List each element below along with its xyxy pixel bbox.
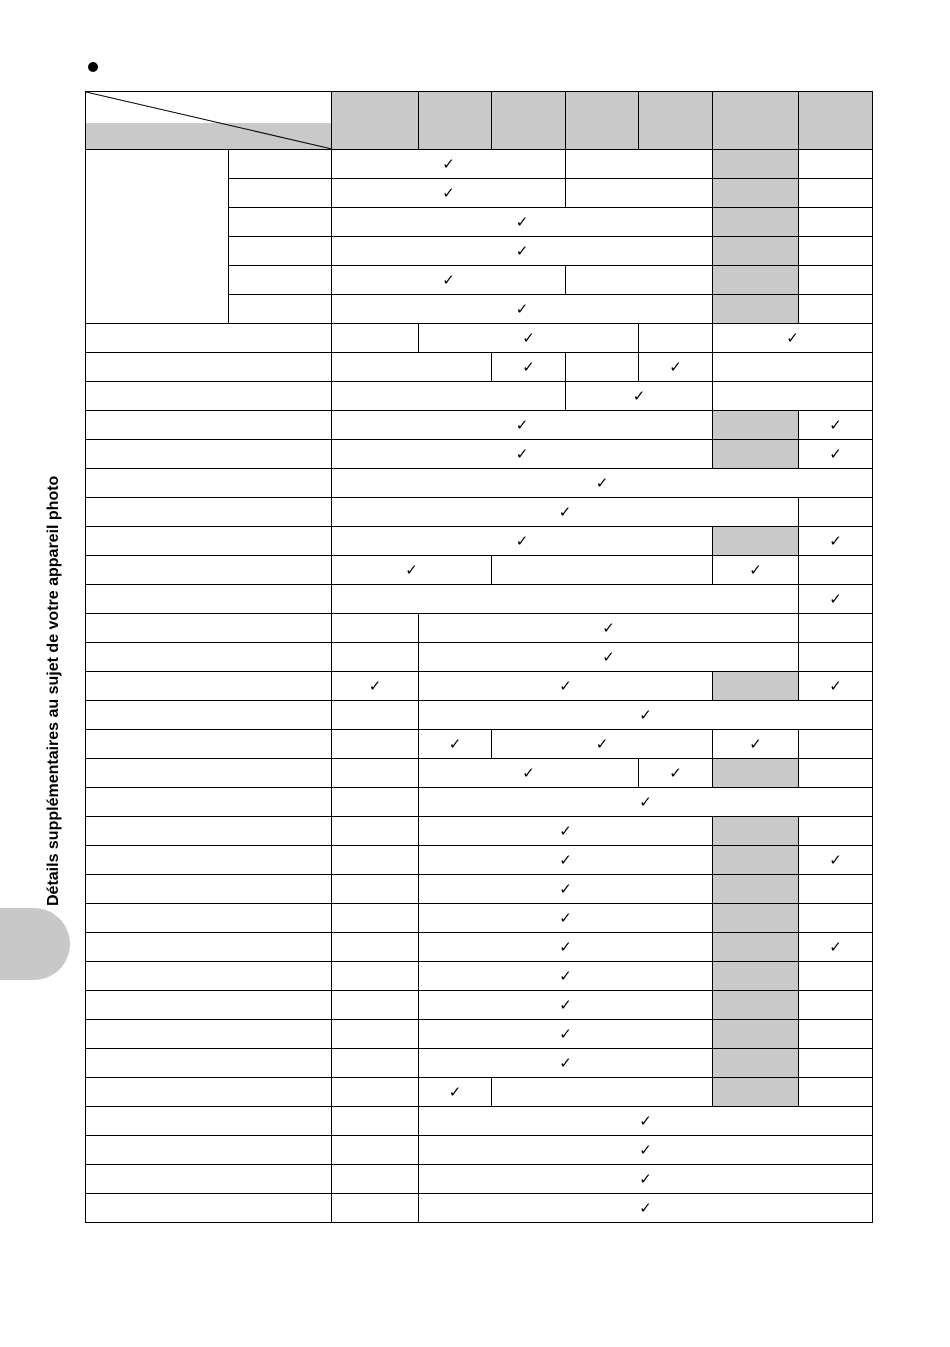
checkmark-icon: ✓ [419, 1136, 873, 1165]
checkmark-icon: ✓ [419, 904, 713, 933]
empty-cell [332, 382, 566, 411]
sub-label-cell [229, 208, 332, 237]
checkmark-icon: ✓ [332, 469, 873, 498]
empty-cell [332, 1107, 419, 1136]
shaded-cell [713, 904, 799, 933]
checkmark-icon: ✓ [332, 556, 492, 585]
shaded-cell [713, 933, 799, 962]
table-row [86, 904, 873, 933]
table-row [86, 498, 873, 527]
empty-cell [332, 730, 419, 759]
row-label-cell [86, 788, 332, 817]
row-label-cell [86, 1020, 332, 1049]
checkmark-icon: ✓ [419, 875, 713, 904]
empty-cell [332, 1049, 419, 1078]
shaded-cell [713, 1020, 799, 1049]
empty-cell [566, 266, 713, 295]
row-label-cell [86, 1165, 332, 1194]
shaded-cell [713, 179, 799, 208]
table-row [86, 150, 873, 179]
empty-cell [492, 556, 713, 585]
table-row [86, 846, 873, 875]
sub-label-cell [229, 295, 332, 324]
empty-cell [799, 208, 873, 237]
empty-cell [799, 991, 873, 1020]
checkmark-icon: ✓ [799, 933, 873, 962]
shaded-cell [713, 759, 799, 788]
checkmark-icon: ✓ [419, 1165, 873, 1194]
empty-cell [799, 730, 873, 759]
checkmark-icon: ✓ [713, 730, 799, 759]
header-diagonal-line [86, 92, 332, 149]
table-row [86, 759, 873, 788]
row-label-cell [86, 1049, 332, 1078]
row-label-cell [86, 382, 332, 411]
header-column-cell [332, 92, 419, 150]
empty-cell [332, 788, 419, 817]
table-row [86, 382, 873, 411]
row-label-cell [86, 469, 332, 498]
shaded-cell [713, 295, 799, 324]
empty-cell [566, 353, 639, 382]
table-row [86, 1020, 873, 1049]
header-column-cell [419, 92, 492, 150]
bullet-dot-icon [88, 62, 98, 72]
table-row [86, 411, 873, 440]
empty-cell [332, 643, 419, 672]
checkmark-icon: ✓ [419, 933, 713, 962]
row-label-cell [86, 701, 332, 730]
empty-cell [332, 324, 419, 353]
empty-cell [799, 1020, 873, 1049]
shaded-cell [713, 962, 799, 991]
row-label-cell [86, 1078, 332, 1107]
checkmark-icon: ✓ [639, 353, 713, 382]
empty-cell [799, 904, 873, 933]
row-label-cell [86, 643, 332, 672]
checkmark-icon: ✓ [799, 672, 873, 701]
table-header-row [86, 92, 873, 150]
row-label-cell [86, 933, 332, 962]
checkmark-icon: ✓ [492, 353, 566, 382]
empty-cell [799, 179, 873, 208]
checkmark-icon: ✓ [713, 556, 799, 585]
shaded-cell [713, 991, 799, 1020]
checkmark-icon: ✓ [713, 324, 873, 353]
empty-cell [799, 295, 873, 324]
row-label-cell [86, 440, 332, 469]
checkmark-icon: ✓ [419, 1194, 873, 1223]
empty-cell [332, 991, 419, 1020]
header-column-cell [639, 92, 713, 150]
empty-cell [332, 875, 419, 904]
checkmark-icon: ✓ [419, 991, 713, 1020]
checkmark-icon: ✓ [492, 730, 713, 759]
row-label-cell [86, 875, 332, 904]
empty-cell [713, 353, 873, 382]
checkmark-icon: ✓ [332, 208, 713, 237]
sub-label-cell [229, 179, 332, 208]
header-column-cell [492, 92, 566, 150]
row-label-cell [86, 904, 332, 933]
empty-cell [492, 1078, 713, 1107]
row-label-cell [86, 817, 332, 846]
row-label-cell [86, 614, 332, 643]
checkmark-icon: ✓ [419, 1049, 713, 1078]
empty-cell [332, 817, 419, 846]
row-label-cell [86, 556, 332, 585]
empty-cell [799, 266, 873, 295]
sub-label-cell [229, 150, 332, 179]
empty-cell [639, 324, 713, 353]
table-row [86, 324, 873, 353]
row-label-cell [86, 1136, 332, 1165]
checkmark-icon: ✓ [419, 1107, 873, 1136]
empty-cell [332, 1194, 419, 1223]
settings-compatibility-table [85, 91, 873, 1223]
table-row [86, 353, 873, 382]
checkmark-icon: ✓ [419, 614, 799, 643]
checkmark-icon: ✓ [799, 440, 873, 469]
shaded-cell [713, 237, 799, 266]
row-label-cell [86, 527, 332, 556]
empty-cell [332, 1078, 419, 1107]
empty-cell [332, 1020, 419, 1049]
row-label-cell [86, 846, 332, 875]
empty-cell [332, 614, 419, 643]
checkmark-icon: ✓ [419, 730, 492, 759]
table-row [86, 788, 873, 817]
empty-cell [332, 353, 492, 382]
shaded-cell [713, 527, 799, 556]
header-column-cell [713, 92, 799, 150]
section-tab-marker [0, 908, 70, 980]
empty-cell [713, 382, 873, 411]
shaded-cell [713, 266, 799, 295]
empty-cell [566, 150, 713, 179]
shaded-cell [713, 208, 799, 237]
checkmark-icon: ✓ [419, 701, 873, 730]
table-row [86, 701, 873, 730]
empty-cell [799, 759, 873, 788]
table-row [86, 469, 873, 498]
sub-label-cell [229, 266, 332, 295]
table-row [86, 875, 873, 904]
shaded-cell [713, 150, 799, 179]
row-label-cell [86, 324, 332, 353]
table-row [86, 585, 873, 614]
shaded-cell [713, 672, 799, 701]
row-label-cell [86, 1194, 332, 1223]
checkmark-icon: ✓ [419, 1078, 492, 1107]
checkmark-icon: ✓ [419, 962, 713, 991]
row-label-cell [86, 672, 332, 701]
header-corner-cell [86, 92, 332, 150]
checkmark-icon: ✓ [419, 1020, 713, 1049]
empty-cell [332, 1136, 419, 1165]
empty-cell [332, 962, 419, 991]
empty-cell [332, 933, 419, 962]
empty-cell [332, 701, 419, 730]
empty-cell [799, 614, 873, 643]
empty-cell [799, 237, 873, 266]
row-label-cell [86, 498, 332, 527]
row-label-cell [86, 353, 332, 382]
group-label-cell [86, 150, 229, 324]
shaded-cell [713, 817, 799, 846]
empty-cell [799, 556, 873, 585]
empty-cell [332, 1165, 419, 1194]
empty-cell [566, 179, 713, 208]
header-column-cell [799, 92, 873, 150]
shaded-cell [713, 1049, 799, 1078]
section-title: Détails supplémentaires au sujet de votre appareil photo [45, 475, 62, 906]
row-label-cell [86, 1107, 332, 1136]
shaded-cell [713, 875, 799, 904]
table-row [86, 933, 873, 962]
empty-cell [799, 817, 873, 846]
table-row [86, 1194, 873, 1223]
table-row [86, 672, 873, 701]
checkmark-icon: ✓ [332, 498, 799, 527]
checkmark-icon: ✓ [419, 643, 799, 672]
row-label-cell [86, 991, 332, 1020]
checkmark-icon: ✓ [332, 179, 566, 208]
table-row [86, 991, 873, 1020]
row-label-cell [86, 411, 332, 440]
shaded-cell [713, 411, 799, 440]
table-row [86, 962, 873, 991]
table-row [86, 1136, 873, 1165]
table-row [86, 1165, 873, 1194]
table-row [86, 440, 873, 469]
checkmark-icon: ✓ [799, 527, 873, 556]
header-column-cell [566, 92, 639, 150]
empty-cell [332, 846, 419, 875]
checkmark-icon: ✓ [332, 527, 713, 556]
table-row [86, 643, 873, 672]
checkmark-icon: ✓ [332, 411, 713, 440]
table-row [86, 1049, 873, 1078]
sub-label-cell [229, 237, 332, 266]
checkmark-icon: ✓ [332, 237, 713, 266]
checkmark-icon: ✓ [332, 295, 713, 324]
checkmark-icon: ✓ [566, 382, 713, 411]
empty-cell [332, 759, 419, 788]
table-row [86, 614, 873, 643]
empty-cell [799, 875, 873, 904]
row-label-cell [86, 585, 332, 614]
table-row [86, 730, 873, 759]
empty-cell [332, 585, 799, 614]
empty-cell [332, 904, 419, 933]
checkmark-icon: ✓ [332, 440, 713, 469]
checkmark-icon: ✓ [419, 788, 873, 817]
empty-cell [799, 1078, 873, 1107]
checkmark-icon: ✓ [799, 585, 873, 614]
checkmark-icon: ✓ [332, 266, 566, 295]
checkmark-icon: ✓ [799, 411, 873, 440]
table-row [86, 817, 873, 846]
checkmark-icon: ✓ [419, 672, 713, 701]
checkmark-icon: ✓ [799, 846, 873, 875]
row-label-cell [86, 730, 332, 759]
table-row [86, 1107, 873, 1136]
empty-cell [799, 643, 873, 672]
checkmark-icon: ✓ [332, 672, 419, 701]
row-label-cell [86, 759, 332, 788]
checkmark-icon: ✓ [419, 324, 639, 353]
table-row [86, 556, 873, 585]
checkmark-icon: ✓ [639, 759, 713, 788]
checkmark-icon: ✓ [332, 150, 566, 179]
empty-cell [799, 150, 873, 179]
shaded-cell [713, 440, 799, 469]
table-row [86, 1078, 873, 1107]
shaded-cell [713, 846, 799, 875]
checkmark-icon: ✓ [419, 759, 639, 788]
row-label-cell [86, 962, 332, 991]
empty-cell [799, 1049, 873, 1078]
empty-cell [799, 498, 873, 527]
checkmark-icon: ✓ [419, 846, 713, 875]
checkmark-icon: ✓ [419, 817, 713, 846]
shaded-cell [713, 1078, 799, 1107]
table-row [86, 527, 873, 556]
empty-cell [799, 962, 873, 991]
